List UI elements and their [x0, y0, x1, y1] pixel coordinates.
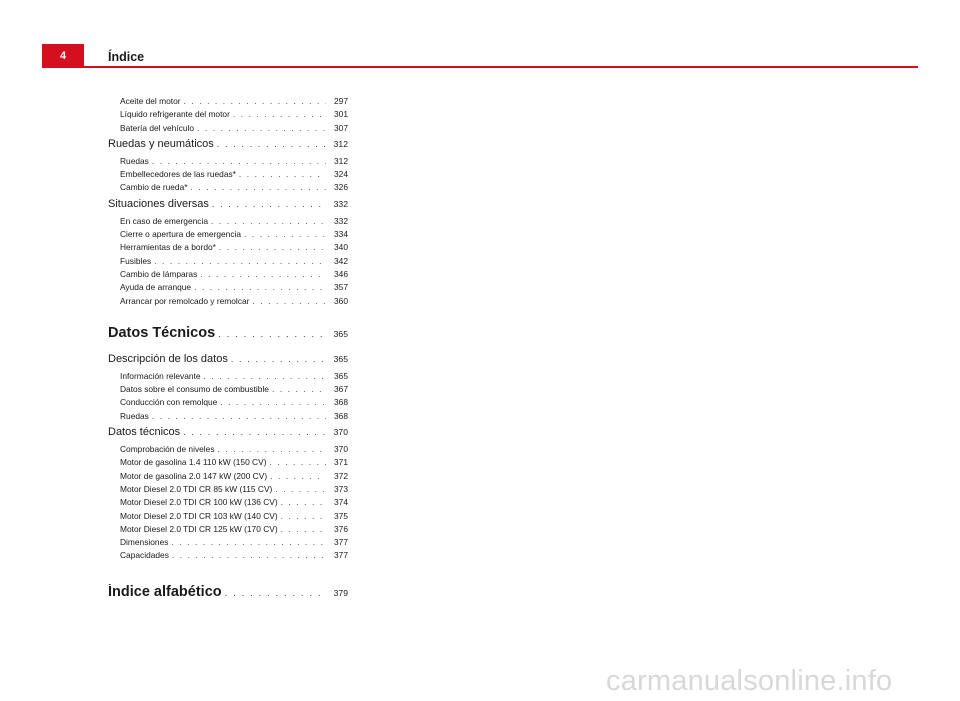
toc-item-conduccion-remolque[interactable]: Conducción con remolque . . . 368	[108, 397, 348, 410]
header-rule	[84, 66, 918, 68]
toc-item-embellecedores[interactable]: Embellecedores de las ruedas* . . . 324	[108, 169, 348, 182]
toc-item-comprobacion-niveles[interactable]: Comprobación de niveles . . . 370	[108, 444, 348, 457]
toc-item-cierre-apertura[interactable]: Cierre o apertura de emergencia . . . 334	[108, 229, 348, 242]
toc-chapter-indice-alfabetico[interactable]: Índice alfabético . . . 379	[108, 584, 348, 608]
toc-section-descripcion-datos[interactable]: Descripción de los datos . . . 365	[108, 353, 348, 371]
toc-item-motor-diesel-100[interactable]: Motor Diesel 2.0 TDI CR 100 kW (136 CV) . . . 374	[108, 497, 348, 510]
toc-item-motor-diesel-125[interactable]: Motor Diesel 2.0 TDI CR 125 kW (170 CV) . . . 376	[108, 524, 348, 537]
toc-item-cambio-lamparas[interactable]: Cambio de lámparas . . . 346	[108, 269, 348, 282]
toc-item-consumo-combustible[interactable]: Datos sobre el consumo de combustible . . . 367	[108, 384, 348, 397]
toc-item-herramientas[interactable]: Herramientas de a bordo* . . . 340	[108, 242, 348, 255]
toc-item-motor-diesel-85[interactable]: Motor Diesel 2.0 TDI CR 85 kW (115 CV) . . . 373	[108, 484, 348, 497]
toc-section-ruedas-neumaticos[interactable]: Ruedas y neumáticos . . . 312	[108, 138, 348, 156]
toc-item-cambio-rueda[interactable]: Cambio de rueda* . . . 326	[108, 182, 348, 195]
toc-item-ruedas[interactable]: Ruedas . . . 312	[108, 156, 348, 169]
watermark: carmanualsonline.info	[606, 665, 893, 697]
toc-item-ayuda-arranque[interactable]: Ayuda de arranque . . . 357	[108, 282, 348, 295]
toc-item-ruedas-datos[interactable]: Ruedas . . . 368	[108, 411, 348, 424]
toc-item-arrancar-remolcado[interactable]: Arrancar por remolcado y remolcar . . . 360	[108, 296, 348, 309]
toc-item-liquido-refrigerante[interactable]: Líquido refrigerante del motor . . . 301	[108, 109, 348, 122]
toc-item-bateria[interactable]: Batería del vehículo . . . 307	[108, 123, 348, 136]
toc-item-informacion-relevante[interactable]: Información relevante . . . 365	[108, 371, 348, 384]
toc-item-motor-diesel-103[interactable]: Motor Diesel 2.0 TDI CR 103 kW (140 CV) . . . 375	[108, 511, 348, 524]
toc-section-datos-tecnicos[interactable]: Datos técnicos . . . 370	[108, 426, 348, 444]
toc-item-motor-gasolina-14[interactable]: Motor de gasolina 1.4 110 kW (150 CV) . . . 371	[108, 457, 348, 470]
toc-item-emergencia[interactable]: En caso de emergencia . . . 332	[108, 216, 348, 229]
toc-item-motor-gasolina-20[interactable]: Motor de gasolina 2.0 147 kW (200 CV) . . . 372	[108, 471, 348, 484]
page-number-badge: 4	[42, 44, 84, 68]
toc-item-aceite[interactable]: Aceite del motor . . . 297	[108, 96, 348, 109]
page-title: Índice	[108, 50, 145, 64]
toc-item-dimensiones[interactable]: Dimensiones . . . 377	[108, 537, 348, 550]
toc-item-fusibles[interactable]: Fusibles . . . 342	[108, 256, 348, 269]
toc-item-capacidades[interactable]: Capacidades . . . 377	[108, 550, 348, 563]
toc-chapter-datos-tecnicos[interactable]: Datos Técnicos . . . 365	[108, 325, 348, 349]
toc-section-situaciones-diversas[interactable]: Situaciones diversas . . . 332	[108, 198, 348, 216]
table-of-contents	[108, 96, 348, 612]
